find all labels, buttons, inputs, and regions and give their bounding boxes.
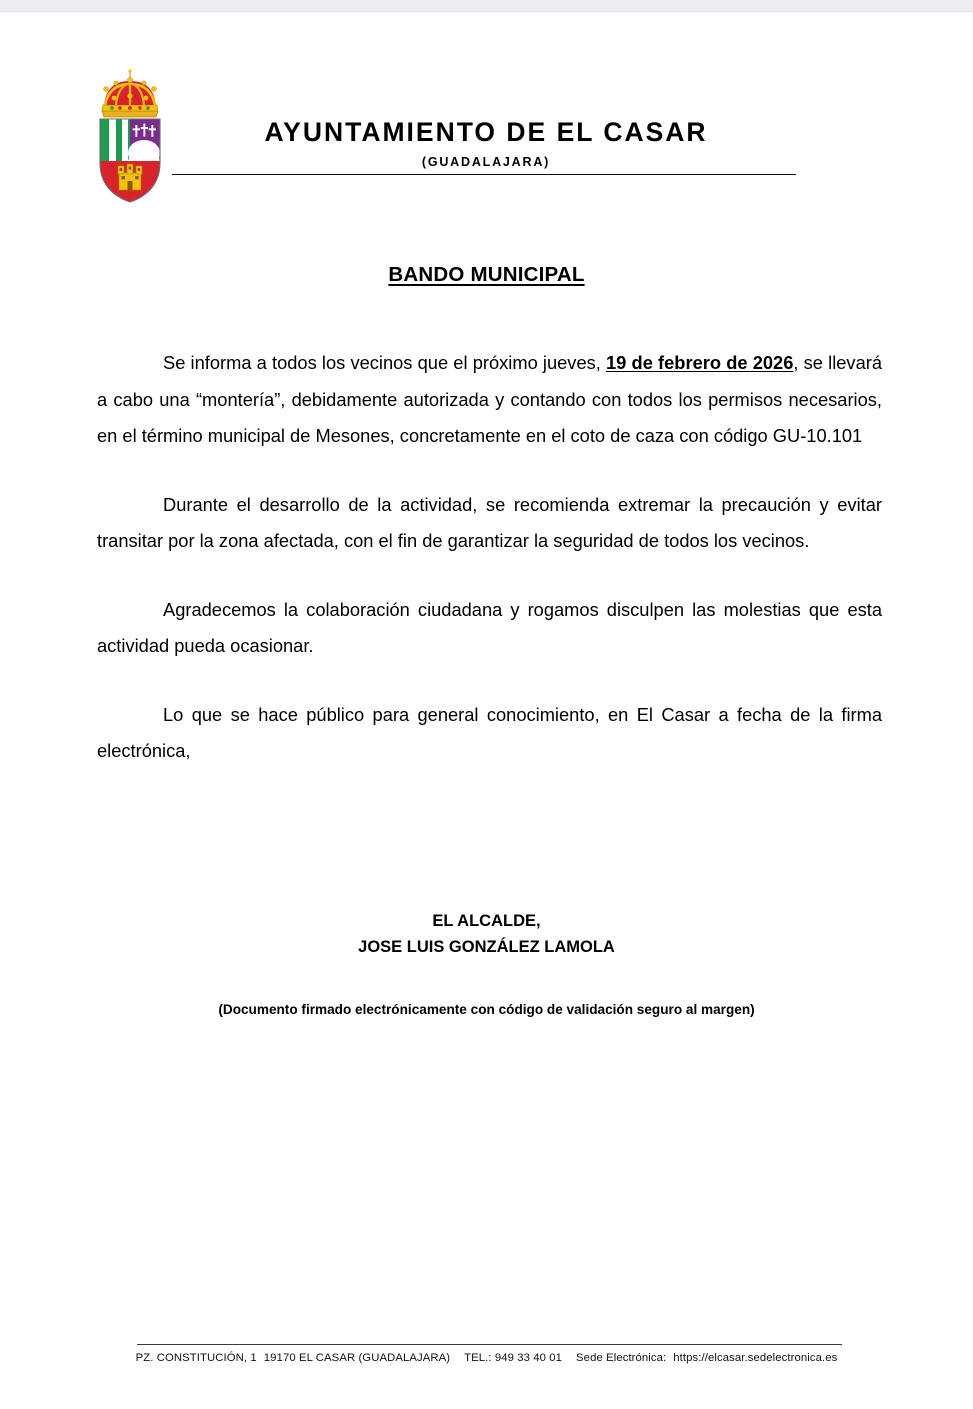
paragraph-4: Lo que se hace público para general conocimiento, en El Casar a fecha de la firma electrónica, [97,703,882,761]
organization-block [175,60,797,169]
document-page [0,13,973,1409]
coat-of-arms-icon [92,65,168,205]
footer-divider [137,1344,842,1345]
paragraph-1-part-2: , se llevará a cabo una “montería”, debidamente autorizada y contando con todos los permisos necesarios, en el término municipal de Mesones, concretamente en el coto de caza con código GU-10.101 [97,352,882,446]
organization-name: AYUNTAMIENTO DE EL CASAR [264,117,708,147]
paragraph-2: Durante el desarrollo de la actividad, se recomienda extremar la precaución y evitar transitar por la zona afectada, con el fin de garantizar la seguridad de todos los vecinos. [97,493,882,551]
signature-block [0,908,973,1017]
paragraph-1-part-1: Se informa a todos los vecinos que el próximo jueves, [163,352,607,373]
footer-postal-city: 19170 EL CASAR (GUADALAJARA) [263,1352,451,1364]
signatory-role: EL ALCALDE, [432,912,541,930]
footer-sede-label: Sede Electrónica: [576,1352,667,1364]
footer-sede-url[interactable]: https://elcasar.sedelectronica.es [673,1352,838,1364]
event-date: 19 de febrero de 2026 [606,352,794,373]
page-title [0,263,973,287]
signatory-name: JOSE LUIS GONZÁLEZ LAMOLA [358,938,615,956]
electronic-signature-note: (Documento firmado electrónicamente con código de validación seguro al margen) [218,1002,755,1017]
organization-province: (GUADALAJARA) [421,155,551,170]
footer-contact-line [0,1352,973,1364]
document-body [97,345,882,770]
page-title-text: BANDO MUNICIPAL [388,263,585,286]
viewer-chrome-bar [0,0,973,12]
paragraph-3: Agradecemos la colaboración ciudadana y rogamos disculpen las molestias que esta actividad pueda ocasionar. [97,598,882,656]
letterhead [0,60,973,225]
footer-phone: TEL.: 949 33 40 01 [464,1352,563,1364]
footer-address: PZ. CONSTITUCIÓN, 1 [135,1352,257,1364]
letterhead-divider [172,174,796,175]
paragraph-1 [97,345,882,455]
